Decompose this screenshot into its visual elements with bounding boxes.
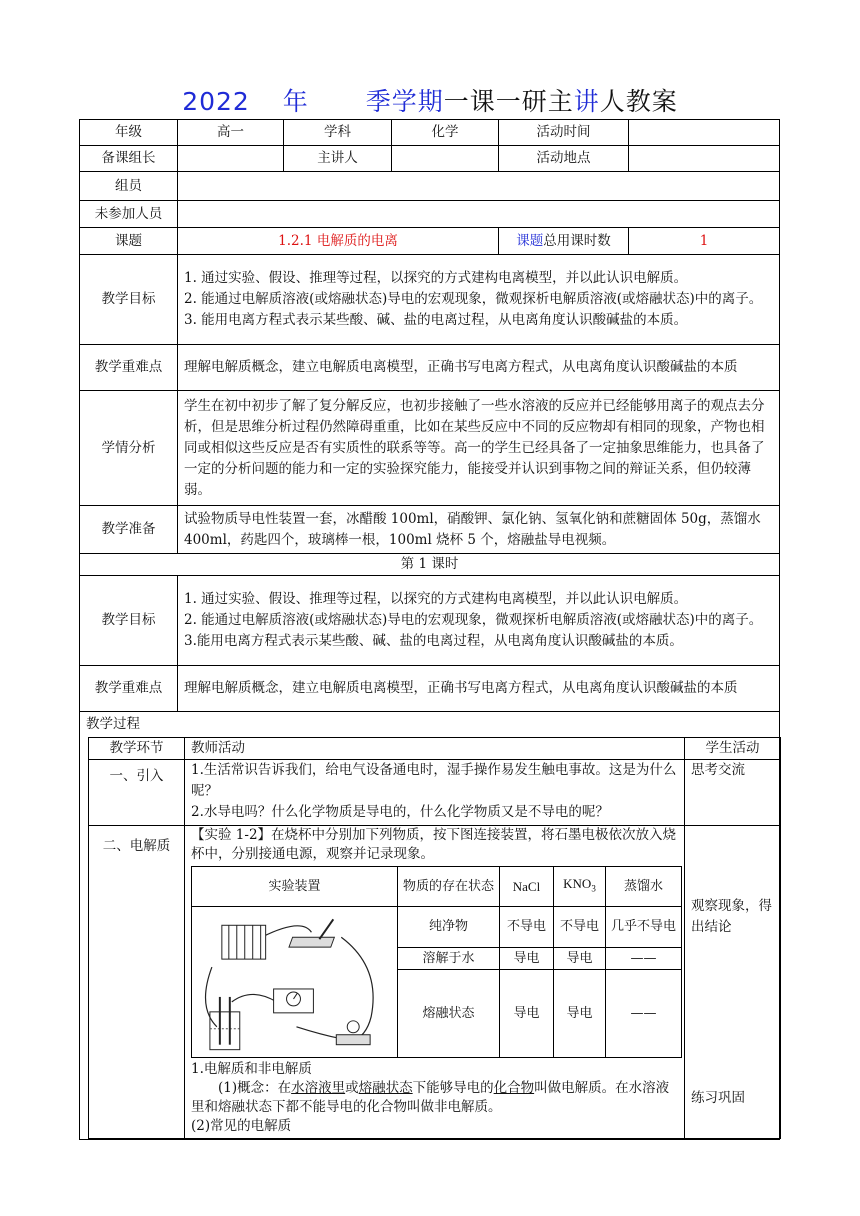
exp-row-state: 熔融状态 (398, 970, 500, 1058)
exp-row-kno3: 导电 (554, 970, 606, 1058)
place-label: 活动地点 (499, 146, 629, 172)
title-nian: 年 (282, 87, 309, 116)
col-stage: 教学环节 (89, 738, 185, 760)
exp-row-nacl: 导电 (500, 970, 554, 1058)
exp-h-state: 物质的存在状态 (398, 867, 500, 907)
analysis-content: 学生在初中初步了解了复分解反应，也初步接触了一些水溶液的反应并已经能够用离子的观点去分析，但是思维分析过程仍然障碍重重，比如在某些反应中不同的反应物却有相同的现象，产物也相同或相似这些反应是否有实质性的联系等等。高一的学生已经具备了一定抽象思维能力，也具备了一定的分析问题的能力和一定的实验探究能力，能接受并认识到事物之间的辩证关系，但仍较薄弱。 (178, 391, 780, 506)
student-activity: 观察现象，得出结论 (691, 898, 772, 935)
intro-student: 思考交流 (685, 760, 781, 826)
exp-h-water: 蒸馏水 (606, 867, 682, 907)
time-label: 活动时间 (499, 120, 629, 146)
absent-value (178, 201, 780, 228)
title-season: 季学期 (365, 87, 444, 116)
goal-item: 3. 能用电离方程式表示某些酸、碱、盐的电离过程，从电离角度认识酸碱盐的本质。 (184, 312, 688, 328)
intro-para: 1.生活常识告诉我们，给电气设备通电时，湿手操作易发生触电事故。这是为什么呢？ (191, 762, 677, 799)
electrolyte-teacher (185, 826, 685, 1139)
subject-value: 化学 (392, 120, 499, 146)
circuit-diagram-icon (192, 907, 397, 1057)
exp-row-nacl: 不导电 (500, 907, 554, 948)
speaker-value (392, 146, 499, 172)
subject-label: 学科 (284, 120, 392, 146)
key2-content: 理解电解质概念，建立电解质电离模型，正确书写电离方程式，从电离角度认识酸碱盐的本质 (178, 666, 780, 712)
col-student: 学生活动 (685, 738, 781, 760)
topic-value: 1.2.1 电解质的电离 (178, 228, 499, 255)
intro-teacher (185, 760, 685, 826)
members-label: 组员 (80, 172, 178, 201)
title-part-c: 人教案 (599, 87, 678, 116)
experiment-table (191, 866, 682, 1058)
goal-item: 1. 通过实验、假设、推理等过程，以探究的方式建构电离模型，并以此认识电解质。 (184, 270, 688, 286)
intro-para: 2.水导电吗？什么化学物质是导电的，什么化学物质又是不导电的呢？ (191, 804, 609, 820)
def-text: (1)概念：在水溶液里或熔融状态下能够导电的化合物叫做电解质。在水溶液里和熔融状态下都不能导电的化合物叫做非电解质。 (191, 1080, 670, 1115)
def-common: (2)常见的电解质 (191, 1118, 292, 1134)
goals2-content (178, 576, 780, 666)
exp-h-device: 实验装置 (192, 867, 398, 907)
speaker-label: 主讲人 (284, 146, 392, 172)
goals-content (178, 255, 780, 345)
goals2-label: 教学目标 (80, 576, 178, 666)
goals-label: 教学目标 (80, 255, 178, 345)
exp-row-kno3: 导电 (554, 947, 606, 969)
topic-label: 课题 (80, 228, 178, 255)
time-value (629, 120, 780, 146)
leader-label: 备课组长 (80, 146, 178, 172)
lesson-plan-table (79, 119, 780, 1140)
title-year: 2022 (182, 87, 250, 116)
title-part-b: 讲 (573, 87, 600, 116)
goal-item: 1. 通过实验、假设、推理等过程，以探究的方式建构电离模型，并以此认识电解质。 (184, 591, 688, 607)
key2-label: 教学重难点 (80, 666, 178, 712)
members-value (178, 172, 780, 201)
analysis-label: 学情分析 (80, 391, 178, 506)
exp-row-state: 溶解于水 (398, 947, 500, 969)
prep-label: 教学准备 (80, 506, 178, 554)
process-section (80, 712, 780, 1140)
exp-h-nacl: NaCl (500, 867, 554, 907)
leader-value (178, 146, 284, 172)
exp-row-kno3: 不导电 (554, 907, 606, 948)
stage-electrolyte: 二、电解质 (89, 826, 185, 1139)
key-content: 理解电解质概念，建立电解质电离模型，正确书写电离方程式，从电离角度认识酸碱盐的本质 (178, 345, 780, 391)
goal-item: 3.能用电离方程式表示某些酸、碱、盐的电离过程，从电离角度认识酸碱盐的本质。 (184, 633, 683, 649)
grade-value: 高一 (178, 120, 284, 146)
exp-intro: 【实验 1-2】在烧杯中分别加下列物质，按下图连接装置，将石墨电极依次放入烧杯中，分别接通电源，观察并记录现象。 (191, 827, 677, 862)
exp-row-water: —— (606, 970, 682, 1058)
goal-item: 2. 能通过电解质溶液(或熔融状态)导电的宏观现象，微观探析电解质溶液(或熔融状态)中的离子。 (184, 612, 763, 628)
hours-label: 课题总用课时数 (499, 228, 629, 255)
prep-content: 试验物质导电性装置一套，冰醋酸 100ml，硝酸钾、氯化钠、氢氧化钠和蔗糖固体 50g，蒸馏水 400ml，药匙四个，玻璃棒一根，100ml 烧杯 5 个，熔融盐导电视频。 (178, 506, 780, 554)
hours-value: 1 (629, 228, 780, 255)
col-teacher: 教师活动 (185, 738, 685, 760)
stage-intro: 一、引入 (89, 760, 185, 826)
def-title: 1.电解质和非电解质 (191, 1061, 312, 1077)
place-value (629, 146, 780, 172)
lesson-heading: 第 1 课时 (80, 554, 780, 576)
electrolyte-student (685, 826, 781, 1139)
exp-h-kno3: $KNO_3$ (554, 867, 606, 907)
goal-item: 2. 能通过电解质溶液(或熔融状态)导电的宏观现象，微观探析电解质溶液(或熔融状态)中的离子。 (184, 291, 763, 307)
exp-row-water: 几乎不导电 (606, 907, 682, 948)
exp-row-water: —— (606, 947, 682, 969)
apparatus-diagram (192, 907, 398, 1058)
title-part-a: 一课一研主 (443, 87, 574, 116)
key-label: 教学重难点 (80, 345, 178, 391)
page-title (0, 82, 860, 118)
exp-row-state: 纯净物 (398, 907, 500, 948)
grade-label: 年级 (80, 120, 178, 146)
absent-label: 未参加人员 (80, 201, 178, 228)
student-activity: 练习巩固 (691, 1090, 745, 1106)
process-label: 教学过程 (86, 716, 140, 732)
process-table (88, 737, 781, 1139)
exp-row-nacl: 导电 (500, 947, 554, 969)
